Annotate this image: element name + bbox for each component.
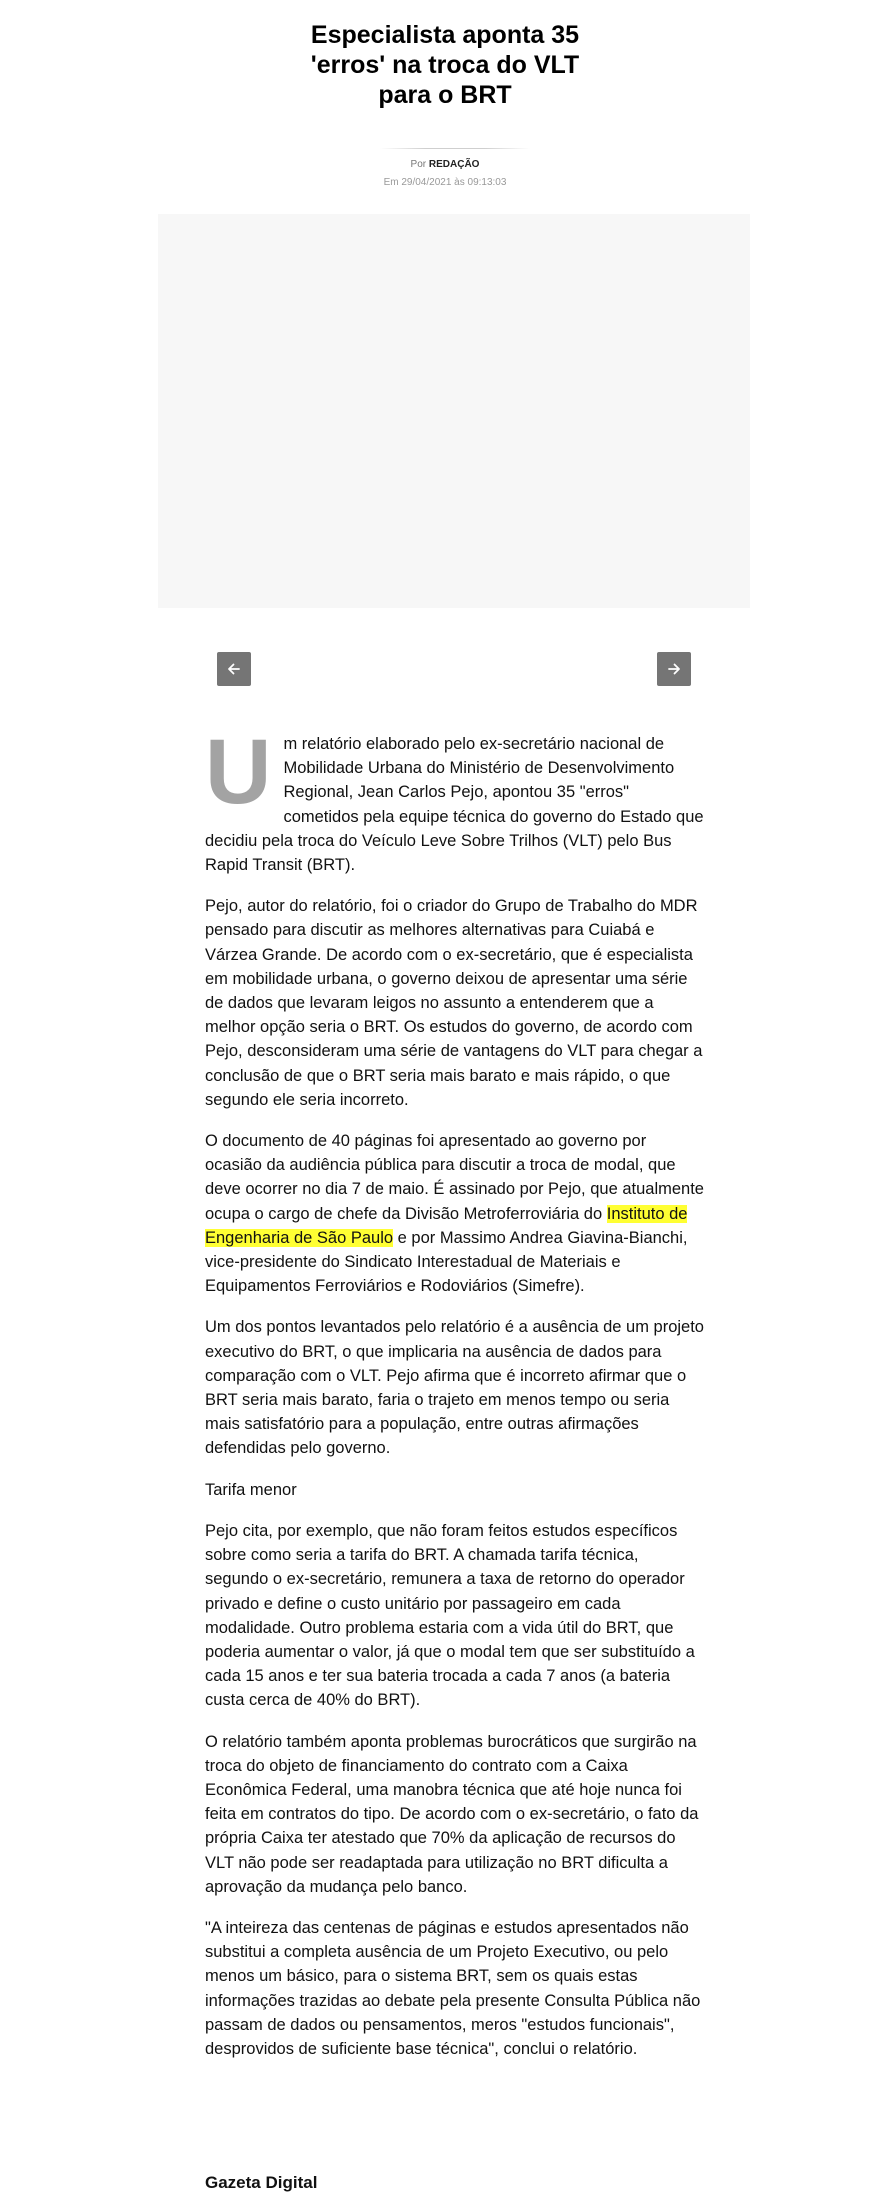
gallery-next-button[interactable] [657,652,691,686]
paragraph-text: m relatório elaborado pelo ex-secretário nacional de Mobilidade Urbana do Ministério de Desenvolvimento Regional, Jean Carlos Pejo, apontou 35 "erros" cometidos pela equipe técnica do governo do Estado que decidiu pela troca do Veículo Leve Sobre Trilhos (VLT) pelo Bus Rapid Transit (BRT). [205,735,704,875]
gallery-prev-button[interactable] [217,652,251,686]
article-body [205,721,705,2078]
drop-cap: U [205,721,272,823]
article-paragraph: Pejo cita, por exemplo, que não foram feitos estudos específicos sobre como seria a tarifa do BRT. A chamada tarifa técnica, segundo o ex-secretário, remunera a taxa de retorno do operador privado e define o custo unitário por passageiro em cada modalidade. Outro problema estaria com a vida útil do BRT, que poderia aumentar o valor, já que o modal tem que ser substituído a cada 15 anos e ter sua bateria trocada a cada 7 anos (a bateria custa cerca de 40% do BRT). [205,1521,695,1710]
article-paragraph [205,1129,705,1298]
article-paragraph: Pejo, autor do relatório, foi o criador do Grupo de Trabalho do MDR pensado para discutir as melhores alternativas para Cuiabá e Várzea Grande. De acordo com o ex-secretário, que é especialista em mobilidade urbana, o governo deixou de apresentar uma série de dados que levaram leigos no assunto a entenderem que a melhor opção seria o BRT. Os estudos do governo, de acordo com Pejo, desconsideram uma série de vantagens do VLT para chegar a conclusão de que o BRT seria mais barato e mais rápido, o que segundo ele seria incorreto. [205,897,703,1109]
article-paragraph: O relatório também aponta problemas burocráticos que surgirão na troca do objeto de financiamento do contrato com a Caixa Econômica Federal, uma manobra técnica que até hoje nunca foi feita em contratos do tipo. De acordo com o ex-secretário, o fato da própria Caixa ter atestado que 70% da aplicação de recursos do VLT não pode ser readaptada para utilização no BRT dificulta a aprovação da mudança pelo banco. [205,1732,699,1896]
article-subheading: Tarifa menor [205,1480,297,1499]
arrow-left-icon [227,662,241,676]
gallery-image [158,214,750,608]
highlighted-text: Instituto de Engenharia de São Paulo [205,1204,688,1247]
byline [300,158,590,172]
paragraph-text: O documento de 40 páginas foi apresentado ao governo por ocasião da audiência pública para discutir a troca de modal, que deve ocorrer no dia 7 de maio. É assinado por Pejo, que atualmente ocupa o cargo de chefe da Divisão Metroferroviária do [205,1132,704,1223]
arrow-right-icon [667,662,681,676]
footer-heading: Gazeta Digital [205,2173,318,2192]
article-paragraph [205,721,705,877]
article-paragraph: "A inteireza das centenas de páginas e estudos apresentados não substitui a completa ausência de um Projeto Executivo, ou pelo menos um básico, para o sistema BRT, sem os quais estas informações trazidas ao debate pela presente Consulta Pública não passam de dados ou pensamentos, meros "estudos funcionais", desprovidos de suficiente base técnica", conclui o relatório. [205,1918,701,2058]
publish-date: Em 29/04/2021 às 09:13:03 [383,177,507,188]
author-name[interactable]: REDAÇÃO [428,159,480,170]
byline-prefix: Por [410,159,427,170]
paragraph-text: e por Massimo Andrea Giavina-Bianchi, vice-presidente do Sindicato Interestadual de Materiais e Equipamentos Ferroviários e Rodoviários (Simefre). [205,1228,688,1296]
article-paragraph: Um dos pontos levantados pelo relatório é a ausência de um projeto executivo do BRT, o que implicaria na ausência de dados para comparação com o VLT. Pejo afirma que é incorreto afirmar que o BRT seria mais barato, faria o trajeto em menos tempo ou seria mais satisfatório para a população, entre outras afirmações defendidas pelo governo. [205,1318,704,1458]
page-title: Especialista aponta 35 'erros' na troca do VLT para o BRT [310,21,580,109]
title-divider [380,148,530,149]
